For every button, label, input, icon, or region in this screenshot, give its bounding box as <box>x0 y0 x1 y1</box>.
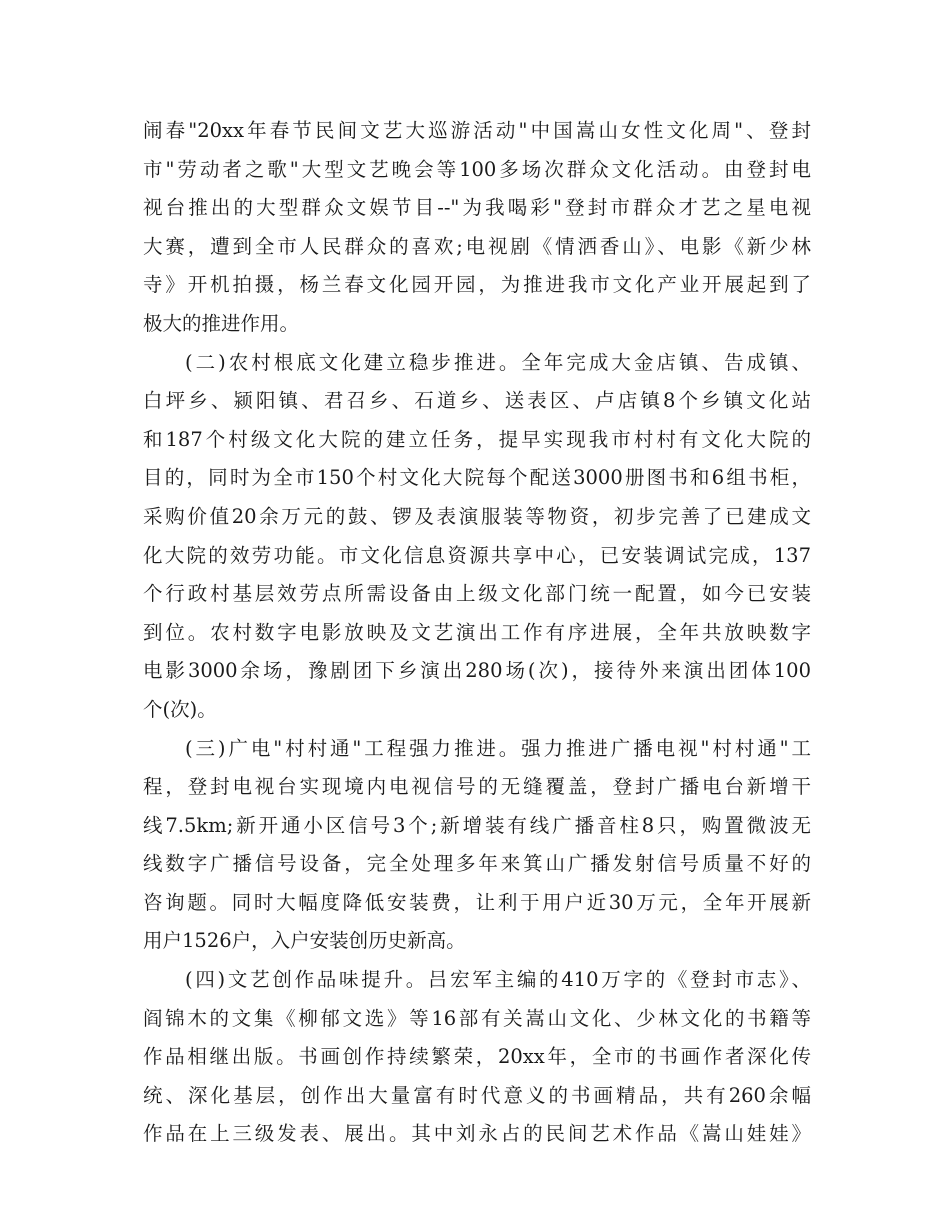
text-line: 视台推出的大型群众文娱节目--"为我喝彩"登封市群众才艺之星电视 <box>143 196 811 220</box>
text-line: 大赛，遭到全市人民群众的喜欢;电视剧《情洒香山》、电影《新少林 <box>143 234 811 258</box>
text-line: 和187个村级文化大院的建立任务，提早实现我市村村有文化大院的 <box>143 427 811 451</box>
text-line: 程，登封电视台实现境内电视信号的无缝覆盖，登封广播电台新增干 <box>143 775 811 799</box>
text-line: 用户1526户，入户安装创历史新高。 <box>143 929 466 953</box>
text-line: 寺》开机拍摄，杨兰春文化园开园，为推进我市文化产业开展起到了 <box>143 273 811 297</box>
text-line: 个(次)。 <box>143 697 217 721</box>
text-line: 电影3000余场，豫剧团下乡演出280场(次)，接待外来演出团体100 <box>143 659 811 683</box>
body-text <box>143 112 811 1154</box>
text-line: 咨询题。同时大幅度降低安装费，让利于用户近30万元，全年开展新 <box>143 890 811 914</box>
text-line: 闹春"20xx年春节民间文艺大巡游活动"中国嵩山女性文化周"、登封 <box>143 119 811 142</box>
text-line: 市"劳动者之歌"大型文艺晚会等100多场次群众文化活动。由登封电 <box>143 157 811 181</box>
paragraph <box>143 730 811 962</box>
paragraph <box>143 961 811 1154</box>
paragraph <box>143 344 811 730</box>
text-line: (三)广电"村村通"工程强力推进。强力推进广播电视"村村通"工 <box>185 736 811 760</box>
text-line: 作品相继出版。书画创作持续繁荣，20xx年，全市的书画作者深化传 <box>143 1045 811 1069</box>
text-line: (二)农村根底文化建立稳步推进。全年完成大金店镇、告成镇、 <box>185 350 811 374</box>
text-line: 目的，同时为全市150个村文化大院每个配送3000册图书和6组书柜， <box>143 466 811 490</box>
text-line: 作品在上三级发表、展出。其中刘永占的民间艺术作品《嵩山娃娃》 <box>143 1122 811 1146</box>
text-line: 线数字广播信号设备，完全处理多年来箕山广播发射信号质量不好的 <box>143 852 811 876</box>
text-line: 到位。农村数字电影放映及文艺演出工作有序进展，全年共放映数字 <box>143 620 811 644</box>
text-line: 线7.5km;新开通小区信号3个;新增装有线广播音柱8只，购置微波无 <box>143 813 811 837</box>
text-line: 个行政村基层效劳点所需设备由上级文化部门统一配置，如今已安装 <box>143 582 811 606</box>
text-line: 白坪乡、颍阳镇、君召乡、石道乡、送表区、卢店镇8个乡镇文化站 <box>143 389 811 413</box>
text-line: 极大的推进作用。 <box>143 311 300 335</box>
text-line: (四)文艺创作品味提升。吕宏军主编的410万字的《登封市志》、 <box>185 968 811 992</box>
paragraph <box>143 112 811 344</box>
text-line: 统、深化基层，创作出大量富有时代意义的书画精品，共有260余幅 <box>143 1083 811 1107</box>
text-line: 阎锦木的文集《柳郁文选》等16部有关嵩山文化、少林文化的书籍等 <box>143 1006 811 1030</box>
text-line: 采购价值20余万元的鼓、锣及表演服装等物资，初步完善了已建成文 <box>143 504 811 528</box>
text-line: 化大院的效劳功能。市文化信息资源共享中心，已安装调试完成，137 <box>143 543 811 567</box>
